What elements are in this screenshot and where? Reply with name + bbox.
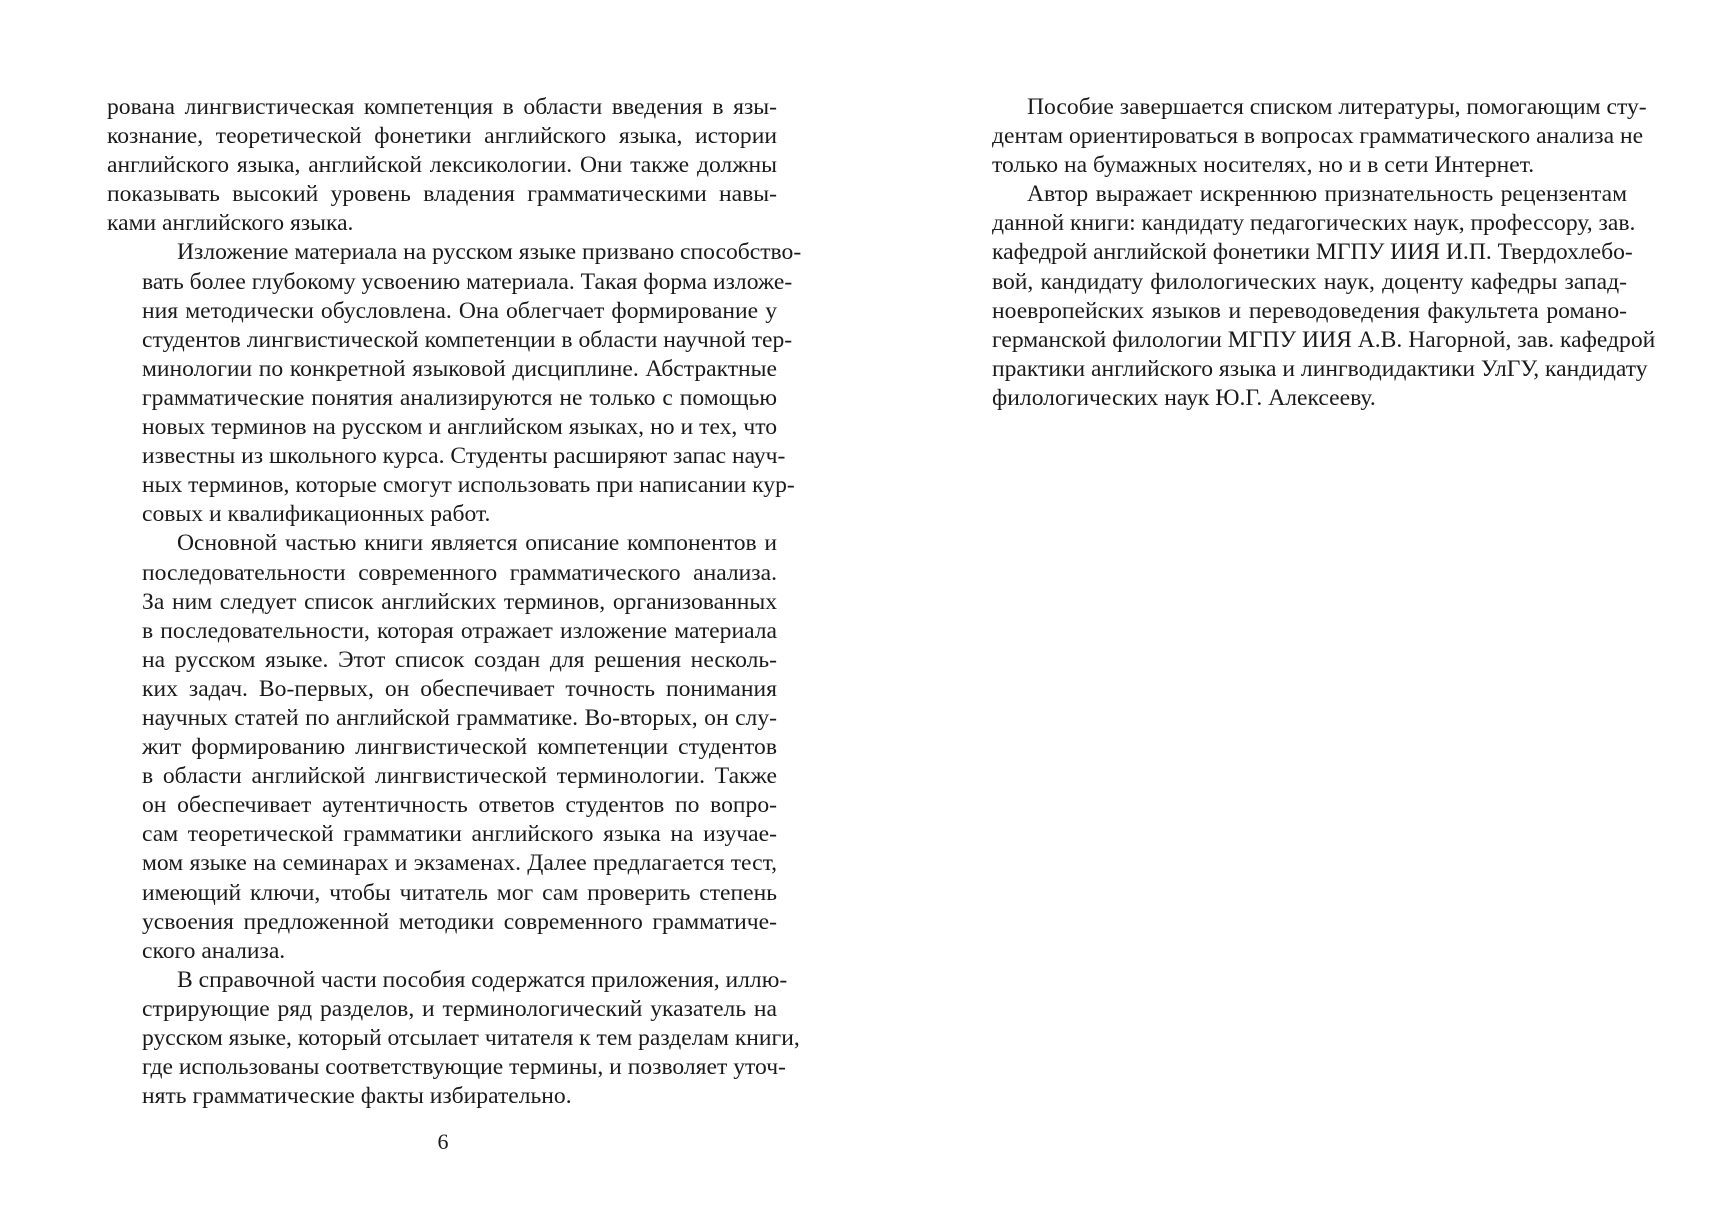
- text-line: практики английского языка и лингводидактики УлГУ, кандидату: [992, 355, 1648, 382]
- paragraph: [107, 238, 802, 529]
- text-line: известны из школьного курса. Студенты расширяют запас науч-: [142, 443, 786, 470]
- text-line: жит формированию лингвистической компетенции студентов: [142, 734, 777, 761]
- text-line: филологических наук Ю.Г. Алексееву.: [992, 384, 1376, 411]
- text-line: ния методически обусловлена. Она облегчает формирование у: [142, 297, 777, 324]
- text-line: вать более глубокому усвоению материала. Такая форма изложе-: [142, 268, 793, 295]
- text-line: кознание, теоретической фонетики английского языка, истории: [107, 123, 777, 150]
- text-line: рована лингвистическая компетенция в области введения в язы-: [107, 94, 777, 120]
- text-line: ких задач. Во-первых, он обеспечивает точность понимания: [142, 675, 777, 702]
- text-line: он обеспечивает аутентичность ответов студентов по вопро-: [142, 792, 777, 819]
- text-line: усвоения предложенной методики современного грамматиче-: [142, 908, 777, 935]
- left-text-column: [107, 93, 802, 1111]
- text-line: сам теоретической грамматики английского языка на изучае-: [142, 821, 777, 848]
- paragraph: [107, 93, 777, 238]
- text-line: ноевропейских языков и переводоведения факультета романо-: [992, 297, 1627, 324]
- text-line: грамматические понятия анализируются не только с помощью: [142, 384, 777, 411]
- text-line: германской филологии МГПУ ИИЯ А.В. Нагорной, зав. кафедрой: [992, 326, 1656, 353]
- text-line: последовательности современного грамматического анализа.: [142, 559, 777, 586]
- text-line: ского анализа.: [142, 937, 286, 964]
- left-page: [0, 0, 856, 1211]
- text-line: ных терминов, которые смогут использовать при написании кур-: [142, 472, 795, 499]
- text-line: совых и квалификационных работ.: [142, 501, 491, 528]
- text-line: в области английской лингвистической терминологии. Также: [142, 763, 777, 790]
- text-line: В справочной части пособия содержатся приложения, иллю-: [177, 966, 788, 993]
- text-line: Основной частью книги является описание компонентов и: [177, 530, 777, 557]
- text-line: на русском языке. Этот список создан для решения несколь-: [142, 646, 777, 673]
- text-line: ками английского языка.: [107, 210, 354, 237]
- text-line: имеющий ключи, чтобы читатель мог сам проверить степень: [142, 879, 777, 906]
- text-line: мом языке на семинарах и экзаменах. Далее предлагается тест,: [142, 850, 777, 877]
- text-line: данной книги: кандидату педагогических наук, профессору, зав.: [992, 210, 1636, 237]
- text-line: только на бумажных носителях, но и в сети Интернет.: [992, 152, 1535, 179]
- right-page: [856, 0, 1713, 1211]
- text-line: английского языка, английской лексикологии. Они также должны: [107, 152, 777, 179]
- text-line: в последовательности, которая отражает изложение материала: [142, 617, 777, 644]
- text-line: нять грамматические факты избирательно.: [142, 1083, 572, 1110]
- text-line: дентам ориентироваться в вопросах грамматического анализа не: [992, 123, 1644, 150]
- text-line: минологии по конкретной языковой дисциплине. Абстрактные: [142, 355, 777, 382]
- text-line: кафедрой английской фонетики МГПУ ИИЯ И.П. Твердохлебо-: [992, 239, 1633, 266]
- text-line: новых терминов на русском и английском языках, но и тех, что: [142, 414, 777, 441]
- paragraph: [107, 966, 800, 1111]
- text-line: показывать высокий уровень владения грамматическими навы-: [107, 181, 777, 208]
- text-line: За ним следует список английских терминов, организованных: [142, 588, 777, 615]
- text-line: Автор выражает искреннюю признательность рецензентам: [1027, 181, 1627, 208]
- right-text-column: [957, 93, 1656, 413]
- paragraph: [957, 180, 1656, 413]
- paragraph: [107, 529, 777, 965]
- text-line: стрирующие ряд разделов, и терминологический указатель на: [142, 995, 777, 1022]
- text-line: Изложение материала на русском языке призвано способство-: [177, 239, 802, 266]
- paragraph: [957, 93, 1647, 180]
- text-line: научных статей по английской грамматике. Во-вторых, он слу-: [142, 704, 777, 731]
- text-line: студентов лингвистической компетенции в области научной тер-: [142, 326, 793, 353]
- text-line: вой, кандидату филологических наук, доценту кафедры запад-: [992, 268, 1627, 295]
- text-line: Пособие завершается списком литературы, помогающим сту-: [1027, 94, 1647, 120]
- text-line: где использованы соответствующие термины, и позволяет уточ-: [142, 1054, 786, 1081]
- text-line: русском языке, который отсылает читателя к тем разделам книги,: [142, 1025, 800, 1051]
- page-number: 6: [437, 1129, 449, 1154]
